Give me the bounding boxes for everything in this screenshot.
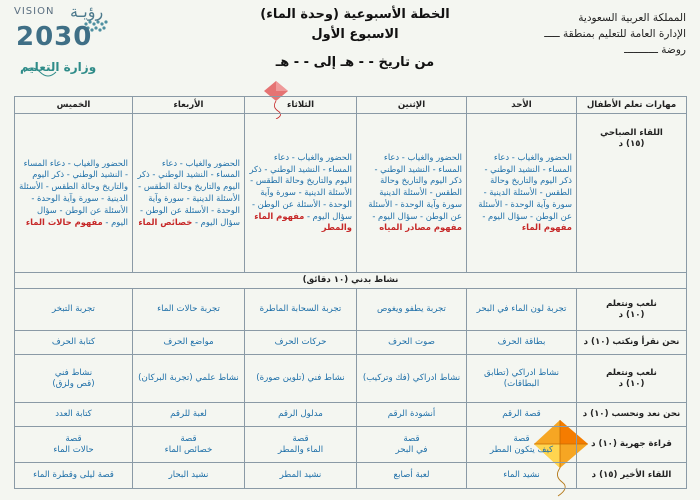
col-header-skills: مهارات تعلم الأطفال [577, 97, 687, 114]
morning-meeting-row [15, 114, 687, 273]
col-header-monday: الإثنين [357, 97, 467, 114]
final-meeting-row [15, 463, 687, 489]
read-write-label: نحن نقرأ ونكتب (١٠) د [577, 331, 687, 355]
play2-tuesday: نشاط فني (تلوين صورة) [245, 355, 357, 403]
final-meeting-label: اللقاء الأخير (١٥) د [577, 463, 687, 489]
final-wednesday: نشيد البحار [133, 463, 245, 489]
admin-label: الإدارة العامة للتعليم بمنطقة ـــــ [544, 28, 686, 40]
loud-reading-label: قراءة جهرية (١٠) د [577, 427, 687, 463]
table-header-row [15, 97, 687, 114]
count-calc-row [15, 403, 687, 427]
logo-ruya-text: رؤيـة [70, 2, 104, 21]
final-sunday: نشيد الماء [467, 463, 577, 489]
kindergarten-label: روضة ـــــــــــ [624, 44, 686, 56]
loud-tuesday: قصة الماء والمطر [245, 427, 357, 463]
count-sunday: قصة الرقم [467, 403, 577, 427]
morning-thursday: الحضور والغياب - دعاء المساء - النشيد الوطني - ذكر اليوم والتاريخ وحالة الطقس - الأسئلة الدينية - سورة وآية الوحدة - الأسئلة عن الوطن - سؤال اليوم - مفهوم حالات الماء [15, 114, 133, 273]
read-tuesday: حركات الحرف [245, 331, 357, 355]
play1-wednesday: تجربة حالات الماء [133, 289, 245, 331]
morning-tuesday: الحضور والغياب - دعاء المساء - النشيد الوطني - ذكر اليوم والتاريخ وحالة الطقس - الأسئلة الدينية - سورة وآية الوحدة - الأسئلة عن الوطن - سؤال اليوم - مفهوم الماء والمطر [245, 114, 357, 273]
final-thursday: قصة ليلى وقطرة الماء [15, 463, 133, 489]
count-thursday: كتابة العدد [15, 403, 133, 427]
read-write-row [15, 331, 687, 355]
play1-sunday: تجربة لون الماء في البحر [467, 289, 577, 331]
vision-2030-logo [4, 2, 120, 84]
morning-wednesday: الحضور والغياب - دعاء المساء - النشيد الوطني - ذكر اليوم والتاريخ وحالة الطقس - الأسئلة الدينية - سورة وآية الوحدة - الأسئلة عن الوطن - سؤال اليوم - خصائص الماء [133, 114, 245, 273]
final-tuesday: نشيد المطر [245, 463, 357, 489]
logo-ministry-text: وزارة التعليم [20, 60, 97, 74]
week-title: الاسبوع الأول [311, 27, 399, 42]
loud-wednesday: قصة خصائص الماء [133, 427, 245, 463]
final-monday: لعبة أصابع [357, 463, 467, 489]
play-learn-row-2 [15, 355, 687, 403]
read-thursday: كتابة الحرف [15, 331, 133, 355]
play1-monday: تجربة يطفو ويغوص [357, 289, 467, 331]
play-learn-row-1 [15, 289, 687, 331]
count-wednesday: لعبة للرقم [133, 403, 245, 427]
count-calc-label: نحن نعد ونحسب (١٠) د [577, 403, 687, 427]
loud-reading-row [15, 427, 687, 463]
morning-meeting-label: اللقاء الصباحي (١٥) د [577, 114, 687, 273]
play-learn-label-1: نلعب ونتعلم (١٠) د [577, 289, 687, 331]
morning-sunday: الحضور والغياب - دعاء المساء - النشيد الوطني - ذكر اليوم والتاريخ وحالة الطقس - الأسئلة الدينية - سورة وآية الوحدة - الأسئلة عن الوطن - سؤال اليوم - مفهوم الماء [467, 114, 577, 273]
logo-year-text: 2030 [16, 22, 93, 52]
play2-sunday: نشاط ادراكي (تطابق البطاقات) [467, 355, 577, 403]
play1-thursday: تجربة التبخر [15, 289, 133, 331]
logo-vision-text: VISION [14, 6, 55, 17]
plan-titles [210, 6, 500, 75]
count-monday: أنشودة الرقم [357, 403, 467, 427]
morning-monday: الحضور والغياب - دعاء المساء - النشيد الوطني - ذكر اليوم والتاريخ وحالة الطقس - الأسئلة الدينية سورة وآية الوحدة - الأسئلة عن الوطن - سؤال اليوم - مفهوم مصادر المياه [357, 114, 467, 273]
date-range: من تاريخ - - هـ إلى - - هـ [275, 55, 435, 70]
loud-thursday: قصة حالات الماء [15, 427, 133, 463]
play2-wednesday: نشاط علمي (تجربة البركان) [133, 355, 245, 403]
read-sunday: بطاقة الحرف [467, 331, 577, 355]
play2-monday: نشاط ادراكي (فك وتركيب) [357, 355, 467, 403]
col-header-tuesday: الثلاثاء [245, 97, 357, 114]
weekly-plan-table [14, 96, 687, 489]
play-learn-label-2: نلعب ونتعلم (١٠) د [577, 355, 687, 403]
play2-thursday: نشاط فني (قص ولزق) [15, 355, 133, 403]
play1-tuesday: تجربة السحابة الماطرة [245, 289, 357, 331]
loud-sunday: قصة كيف يتكون المطر [467, 427, 577, 463]
plan-title: الخطة الأسبوعية (وحدة الماء) [260, 7, 450, 22]
physical-activity-label: نشاط بدني (١٠ دقائق) [15, 273, 687, 289]
col-header-wednesday: الأربعاء [133, 97, 245, 114]
count-tuesday: مدلول الرقم [245, 403, 357, 427]
loud-monday: قصة في البحر [357, 427, 467, 463]
col-header-thursday: الخميس [15, 97, 133, 114]
read-monday: صوت الحرف [357, 331, 467, 355]
physical-activity-row [15, 273, 687, 289]
read-wednesday: مواضع الحرف [133, 331, 245, 355]
kingdom-label: المملكة العربية السعودية [578, 12, 686, 24]
school-header [516, 10, 686, 58]
col-header-sunday: الأحد [467, 97, 577, 114]
